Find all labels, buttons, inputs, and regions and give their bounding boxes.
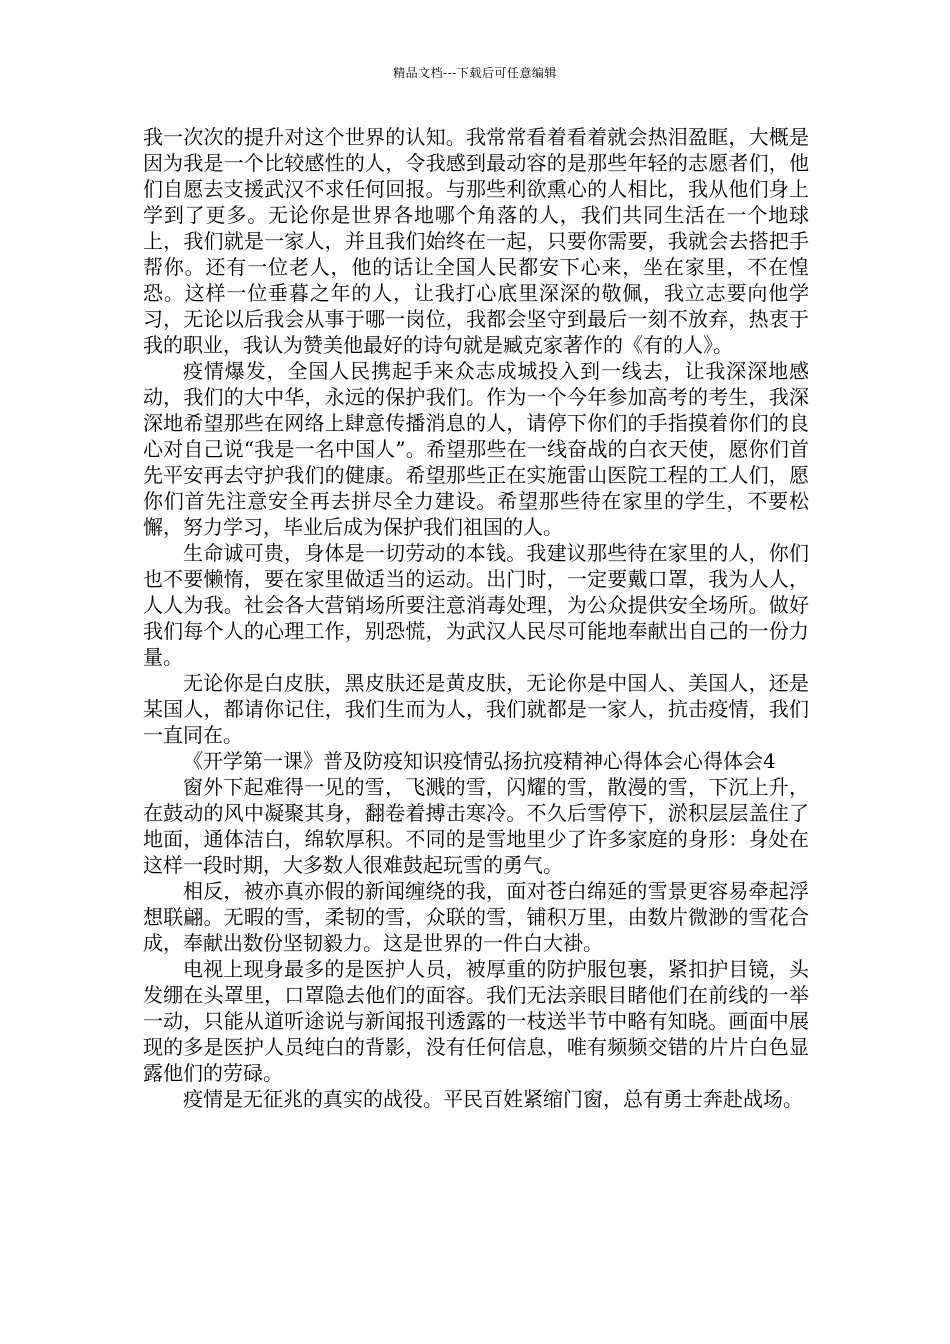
paragraph: 窗外下起难得一见的雪，飞溅的雪，闪耀的雪，散漫的雪，下沉上升，在鼓动的风中凝聚其身，翻卷着搏击寒冷。不久后雪停下，淤积层层盖住了地面，通体洁白，绵软厚积。不同的是雪地里少了许多家庭的身形：身处在这样一段时期，大多数人很难鼓起玩雪的勇气。 <box>143 775 809 877</box>
paragraph: 我一次次的提升对这个世界的认知。我常常看着看着就会热泪盈眶，大概是因为我是一个比较感性的人，令我感到最动容的是那些年轻的志愿者们，他们自愿去支援武汉不求任何回报。与那些利欲熏心的人相比，我从他们身上学到了更多。无论你是世界各地哪个角落的人，我们共同生活在一个地球上，我们就是一家人，并且我们始终在一起，只要你需要，我就会去搭把手帮你。还有一位老人，他的话让全国人民都安下心来，坐在家里，不在惶恐。这样一位垂暮之年的人，让我打心底里深深的敬佩，我立志要向他学习，无论以后我会从事于哪一岗位，我都会坚守到最后一刻不放弃，热衷于我的职业，我认为赞美他最好的诗句就是臧克家著作的《有的人》。 <box>143 125 809 357</box>
document-body <box>143 124 809 1112</box>
paragraph: 疫情是无征兆的真实的战役。平民百姓紧缩门窗，总有勇士奔赴战场。 <box>183 1087 803 1111</box>
paragraph: 相反，被亦真亦假的新闻缠绕的我，面对苍白绵延的雪景更容易牵起浮想联翩。无暇的雪，柔韧的雪，众联的雪，铺积万里，由数片微渺的雪花合成，奉献出数份坚韧毅力。这是世界的一件白大褂。 <box>143 879 809 955</box>
section-title: 《开学第一课》普及防疫知识疫情弘扬抗疫精神心得体会心得体会4 <box>183 749 776 773</box>
page-header: 精品文档---下载后可任意编辑 <box>393 66 557 80</box>
paragraph: 生命诚可贵，身体是一切劳动的本钱。我建议那些待在家里的人，你们也不要懒惰，要在家里做适当的运动。出门时，一定要戴口罩，我为人人，人人为我。社会各大营销场所要注意消毒处理，为公众提供安全场所。做好我们每个人的心理工作，别恐慌，为武汉人民尽可能地奉献出自己的一份力量。 <box>143 541 809 669</box>
paragraph: 疫情爆发，全国人民携起手来众志成城投入到一线去，让我深深地感动，我们的大中华，永远的保护我们。作为一个今年参加高考的考生，我深深地希望那些在网络上肆意传播消息的人，请停下你们的手指摸着你们的良心对自己说“我是一名中国人”。希望那些在一线奋战的白衣天使，愿你们首先平安再去守护我们的健康。希望那些正在实施雷山医院工程的工人们，愿你们首先注意安全再去拼尽全力建设。希望那些待在家里的学生，不要松懈，努力学习，毕业后成为保护我们祖国的人。 <box>143 359 809 539</box>
paragraph: 无论你是白皮肤，黑皮肤还是黄皮肤，无论你是中国人、美国人，还是某国人，都请你记住，我们生而为人，我们就都是一家人，抗击疫情，我们一直同在。 <box>143 671 809 747</box>
paragraph: 电视上现身最多的是医护人员，被厚重的防护服包裹，紧扣护目镜，头发绷在头罩里，口罩隐去他们的面容。我们无法亲眼目睹他们在前线的一举一动，只能从道听途说与新闻报刊透露的一枝送半节中略有知晓。画面中展现的多是医护人员纯白的背影，没有任何信息，唯有频频交错的片片白色显露他们的劳碌。 <box>143 957 809 1085</box>
